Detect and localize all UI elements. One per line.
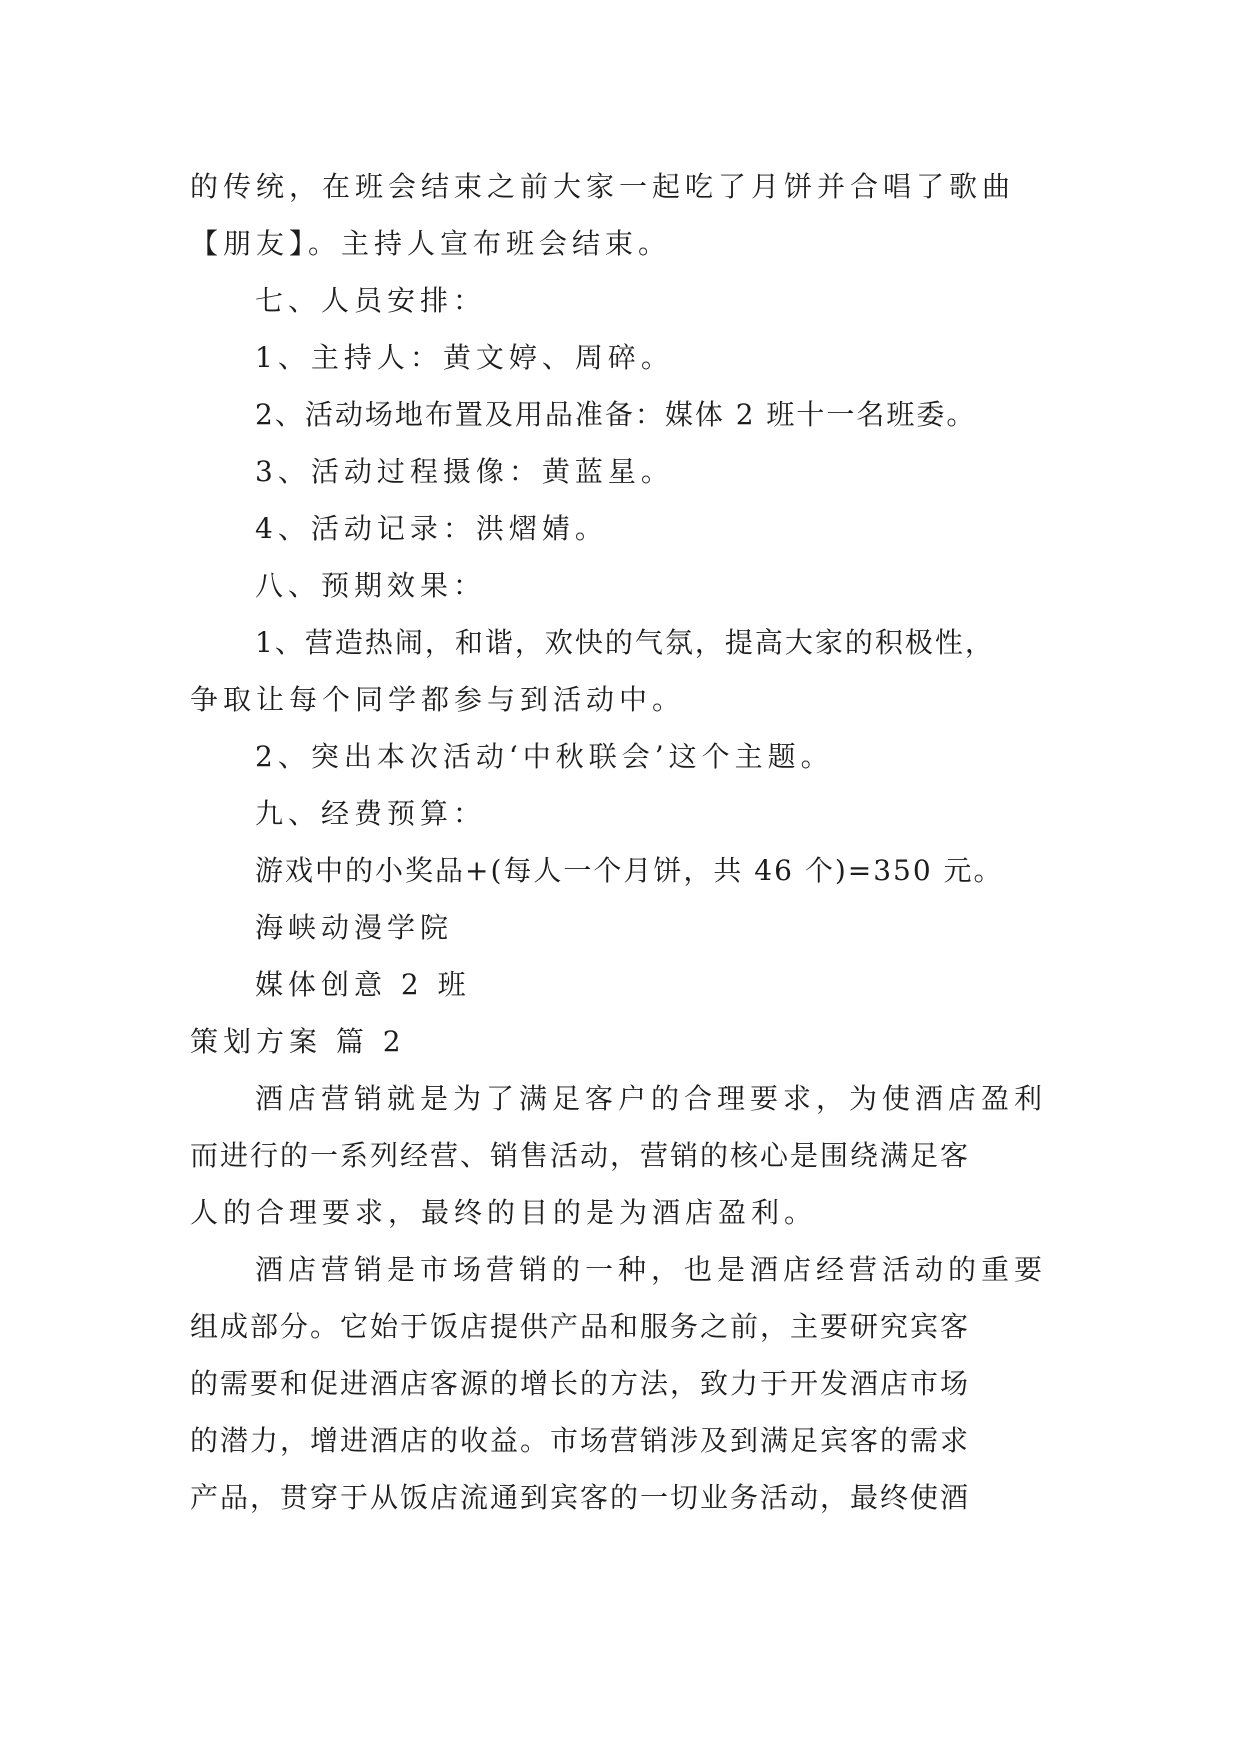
list-item: 4、活动记录：洪熠婧。	[255, 512, 608, 545]
signature-line: 媒体创意 2 班	[255, 968, 471, 1001]
paragraph-line: 酒店营销是市场营销的一种，也是酒店经营活动的重要	[255, 1253, 1048, 1286]
signature-line: 海峡动漫学院	[255, 911, 454, 944]
section-heading: 九、经费预算：	[255, 797, 487, 830]
chapter-title: 策划方案 篇 2	[190, 1025, 406, 1058]
text-line: 【朋友】。主持人宣布班会结束。	[190, 227, 672, 260]
text-line: 争取让每个同学都参与到活动中。	[190, 683, 686, 716]
paragraph-line: 的需要和促进酒店客源的增长的方法，致力于开发酒店市场	[190, 1367, 971, 1400]
list-item: 2、突出本次活动‘中秋联会’这个主题。	[255, 740, 834, 773]
list-item: 3、活动过程摄像：黄蓝星。	[255, 455, 674, 488]
paragraph-line: 产品，贯穿于从饭店流通到宾客的一切业务活动，最终使酒	[190, 1481, 971, 1514]
paragraph-line: 酒店营销就是为了满足客户的合理要求，为使酒店盈利	[255, 1082, 1048, 1115]
paragraph-line: 组成部分。它始于饭店提供产品和服务之前，主要研究宾客	[190, 1310, 971, 1343]
section-heading: 八、预期效果：	[255, 569, 487, 602]
list-item: 2、活动场地布置及用品准备：媒体 2 班十一名班委。	[255, 398, 977, 431]
paragraph-line: 的潜力，增进酒店的收益。市场营销涉及到满足宾客的需求	[190, 1424, 971, 1457]
list-item: 1、营造热闹，和谐，欢快的气氛，提高大家的积极性，	[255, 626, 995, 659]
paragraph-line: 而进行的一系列经营、销售活动，营销的核心是围绕满足客	[190, 1139, 971, 1172]
text-line: 的传统，在班会结束之前大家一起吃了月饼并合唱了歌曲	[190, 170, 1016, 203]
text-line: 游戏中的小奖品+(每人一个月饼，共 46 个)=350 元。	[255, 854, 1004, 887]
paragraph-line: 人的合理要求，最终的目的是为酒店盈利。	[190, 1196, 818, 1229]
section-heading: 七、人员安排：	[255, 284, 487, 317]
list-item: 1、主持人：黄文婷、周碎。	[255, 341, 674, 374]
